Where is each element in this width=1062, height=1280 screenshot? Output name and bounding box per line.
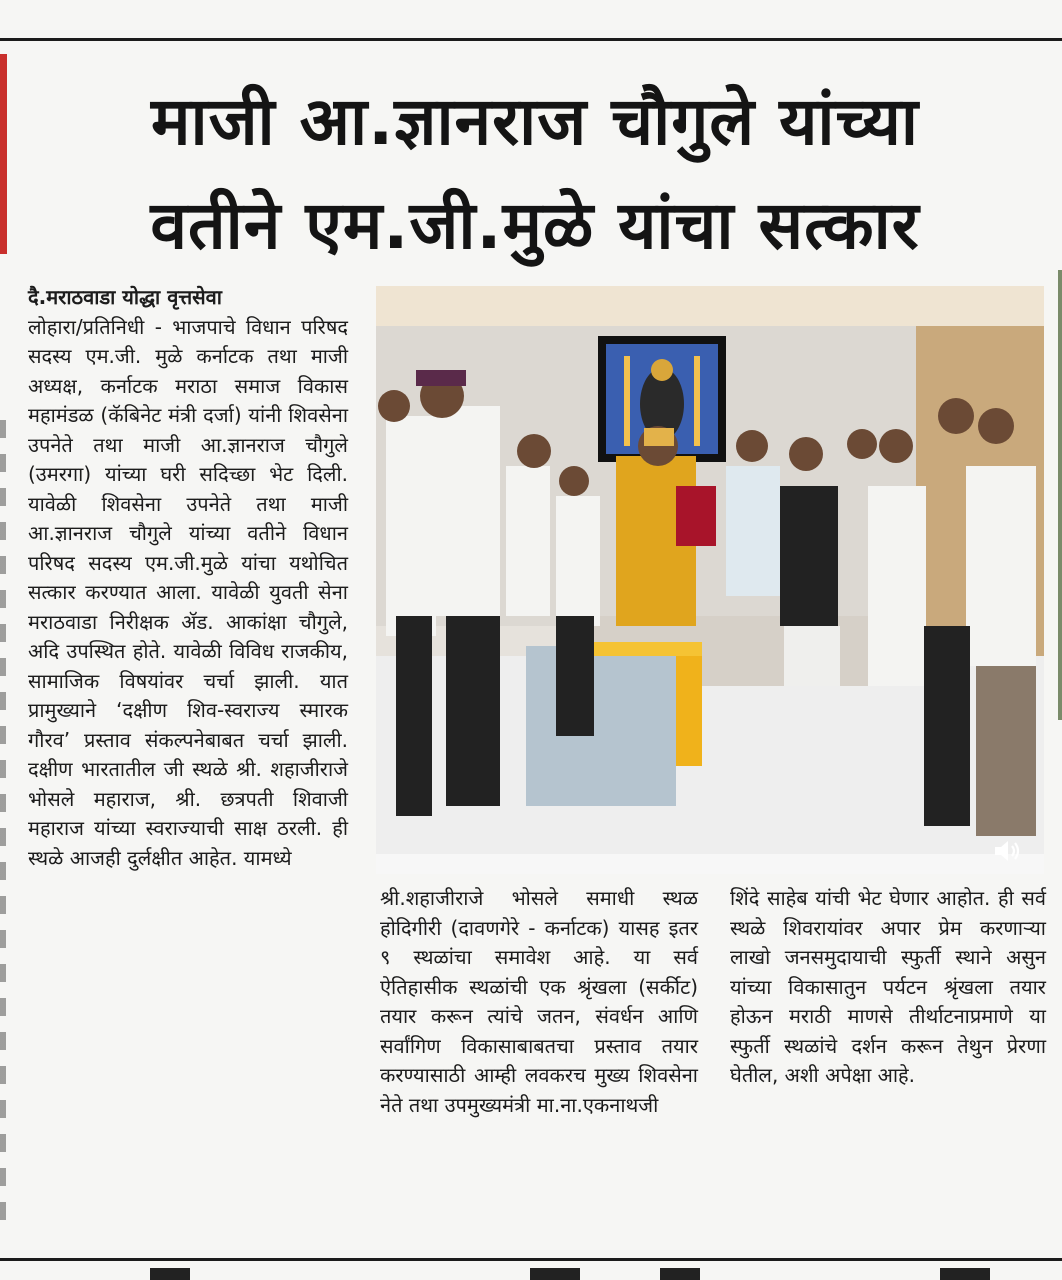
next-headline-fragment [660,1268,700,1280]
column-1-text: लोहारा/प्रतिनिधी - भाजपाचे विधान परिषद सदस्य एम.जी. मुळे कर्नाटक तथा माजी अध्यक्ष, कर्नाटक मराठा समाज विकास महामंडळ (कॅबिनेट मंत्री दर्जा) यांनी शिवसेना उपनेते तथा माजी आ.ज्ञानराज चौगुले (उमरगा) यांच्या घरी सदिच्छा भेट दिली. यावेळी शिवसेना उपनेते तथा माजी आ.ज्ञानराज चौगुले यांच्या वतीने विधान परिषद सदस्य एम.जी.मुळे यांचा यथोचित सत्कार करण्यात आला. यावेळी युवती सेना मराठवाडा निरीक्षक ॲड. आकांक्षा चौगुले, अदि उपस्थित होते. यावेळी विविध राजकीय, सामाजिक विषयांवर चर्चा झाली. यात प्रामुख्याने ‘दक्षीण शिव-स्वराज्य स्मारक गौरव’ प्रस्ताव संकल्पनेबाबत चर्चा झाली. दक्षीण भारतातील जी स्थळे श्री. शहाजीराजे भोसले महाराज, श्री. छत्रपती शिवाजी महाराज यांच्या स्वराज्याची साक्ष ठरली. ही स्थळे आजही दुर्लक्षीत आहेत. यामध्ये [28,314,348,870]
speaker-icon[interactable] [992,838,1022,864]
article-column-3: शिंदे साहेब यांची भेट घेणार आहोत. ही सर्व स्थळे शिवरायांवर अपार प्रेम करणाऱ्या लाखो जनसमुदायाची स्फुर्ती स्थाने असुन यांच्या विकासातुन पर्यटन श्रृंखला तयार होऊन मराठी माणसे तीर्थाटनाप्रमाणे या स्फुर्ती स्थळांचे दर्शन करून तेथुन प्रेरणा घेतील, अशी अपेक्षा आहे. [730,886,1046,1087]
headline [30,70,1040,278]
adjacent-column-edge [0,420,6,1220]
byline: दै.मराठवाडा योद्धा वृत्तसेवा [28,285,222,309]
headline-line-2: वतीने एम.जी.मुळे यांचा सत्कार [150,187,920,264]
next-headline-fragment [940,1268,990,1280]
next-headline-fragment [150,1268,190,1280]
article-column-2: श्री.शहाजीराजे भोसले समाधी स्थळ होदिगीरी (दावणगेरे - कर्नाटक) यासह इतर ९ स्थळांचा समावेश आहे. या सर्व ऐतिहासीक स्थळांची एक श्रृंखला (सर्कीट) तयार करून त्यांचे जतन, संवर्धन आणि सर्वांगिण विकासाबाबतचा प्रस्ताव तयार करण्यासाठी आम्ही लवकरच मुख्य शिवसेना नेते तथा उपमुख्यमंत्री मा.ना.एकनाथजी [380,886,698,1117]
next-headline-fragment [530,1268,580,1280]
red-edge-bar [0,54,7,254]
bottom-rule [0,1258,1062,1261]
felicitation-photo-illustration [376,286,1044,874]
headline-line-1: माजी आ.ज्ञानराज चौगुले यांच्या [151,83,919,160]
top-rule [0,38,1062,41]
news-photo [376,286,1044,874]
article-column-1 [28,283,348,873]
adjacent-photo-edge [1058,270,1062,720]
